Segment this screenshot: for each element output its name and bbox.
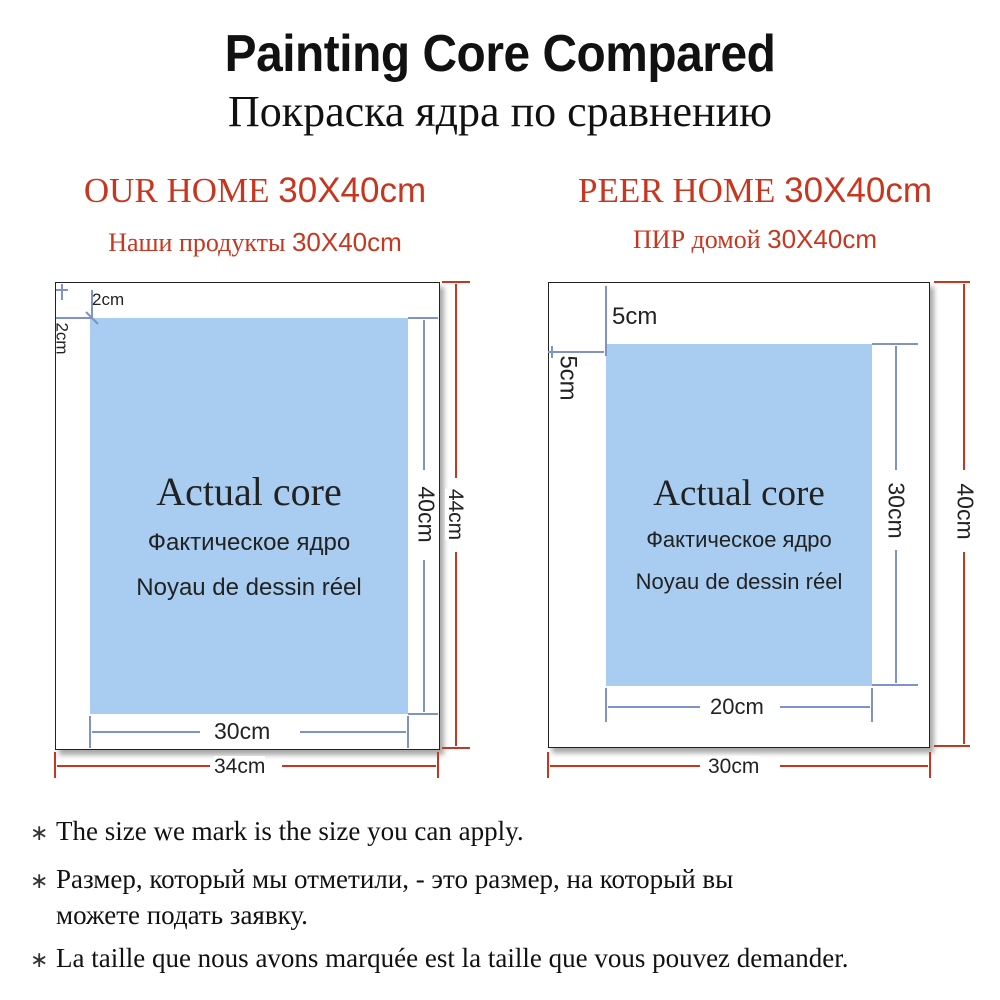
left-margin-left-label: 2cm (52, 322, 72, 355)
note-ru-line2: можете подать заявку. (56, 900, 308, 930)
page-subtitle: Покраска ядра по сравнению (227, 87, 773, 136)
right-heading-text: PEER HOME (578, 171, 785, 210)
note-ru-text-line1: Размер, который мы отметили, - это размер, на который вы (56, 864, 734, 894)
left-total-height-label: 44cm (444, 488, 468, 541)
right-core-label-en: Actual core (653, 473, 825, 514)
left-subheading-text: Наши продукты (108, 228, 292, 257)
right-core-width-label: 20cm (710, 694, 764, 719)
right-subheading-size: 30X40cm (767, 224, 877, 254)
left-core-label-fr: Noyau de dessin réel (136, 574, 362, 601)
right-total-height-label: 40cm (952, 483, 979, 540)
left-heading-text: OUR HOME (83, 171, 279, 210)
right-core-label-fr: Noyau de dessin réel (635, 569, 843, 594)
left-core-width-label: 30cm (214, 718, 271, 744)
asterisk-icon: ∗ (30, 820, 49, 845)
note-fr-text: La taille que nous avons marquée est la taille que vous pouvez demander. (56, 943, 849, 973)
right-total-width-label: 30cm (708, 755, 760, 778)
left-subheading-size: 30X40cm (291, 227, 402, 257)
left-core-label-ru: Фактическое ядро (147, 529, 351, 556)
left-heading-size: 30X40cm (278, 171, 427, 210)
right-margin-left-label: 5cm (554, 355, 582, 401)
page-title: Painting Core Compared (224, 25, 776, 83)
note-ru (30, 863, 733, 895)
left-core-height-label: 40cm (413, 486, 440, 543)
asterisk-icon: ∗ (30, 947, 49, 972)
note-fr (30, 942, 849, 974)
left-margin-top-label: 2cm (92, 290, 125, 309)
right-core-label-ru: Фактическое ядро (646, 527, 832, 552)
left-total-width-label: 34cm (214, 755, 266, 778)
note-en-text: The size we mark is the size you can apply. (56, 816, 524, 846)
right-margin-top-label: 5cm (612, 303, 658, 330)
note-en (30, 815, 524, 847)
right-core-height-label: 30cm (883, 482, 910, 539)
asterisk-icon: ∗ (30, 868, 49, 893)
right-heading-size: 30X40cm (784, 171, 932, 210)
right-subheading-text: ПИР домой (633, 225, 768, 254)
left-core-label-en: Actual core (156, 469, 342, 514)
